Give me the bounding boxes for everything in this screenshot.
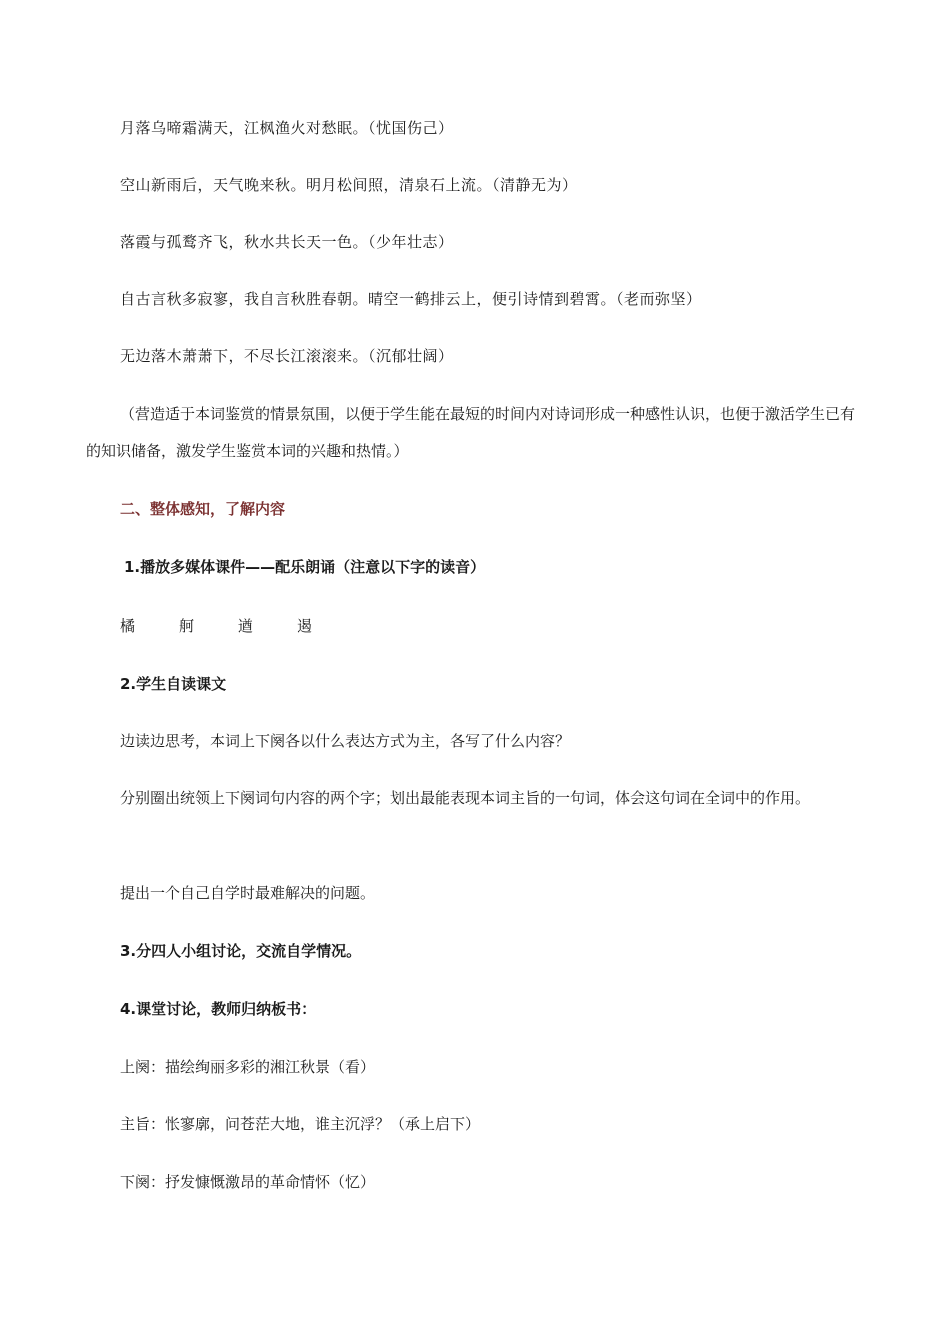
step-2-heading: 2.学生自读课文 — [120, 675, 227, 693]
question-3: 提出一个自己自学时最难解决的问题。 — [120, 884, 376, 902]
step-1-heading: 1.播放多媒体课件——配乐朗诵（注意以下字的读音） — [124, 558, 486, 576]
poem-line-4: 自古言秋多寂寥，我自言秋胜春朝。晴空一鹤排云上，便引诗情到碧霄。（老而弥坚） — [120, 290, 702, 308]
board-line-1: 上阕：描绘绚丽多彩的湘江秋景（看） — [120, 1058, 376, 1076]
character-3: 遒 — [238, 617, 254, 635]
board-line-2: 主旨：怅寥廓，问苍茫大地，谁主沉浮？（承上启下） — [120, 1115, 481, 1133]
question-2: 分别圈出统领上下阕词句内容的两个字；划出最能表现本词主旨的一句词，体会这句词在全词中的作用。 — [120, 789, 811, 807]
step-3-heading: 3.分四人小组讨论，交流自学情况。 — [120, 942, 362, 960]
section-heading: 二、整体感知，了解内容 — [120, 500, 286, 518]
poem-line-3: 落霞与孤鹜齐飞，秋水共长天一色。（少年壮志） — [120, 233, 454, 251]
step-4-heading: 4.课堂讨论，教师归纳板书： — [120, 1000, 317, 1018]
teaching-note: （营造适于本词鉴赏的情景氛围，以便于学生能在最短的时间内对诗词形成一种感性认识，也便于激活学生已有的知识储备，激发学生鉴赏本词的兴趣和热情。） — [86, 405, 856, 460]
poem-line-2: 空山新雨后，天气晚来秋。明月松间照，清泉石上流。（清静无为） — [120, 176, 578, 194]
board-line-3: 下阕：抒发慷慨激昂的革命情怀（忆） — [120, 1173, 376, 1191]
question-1: 边读边思考，本词上下阕各以什么表达方式为主，各写了什么内容？ — [120, 732, 571, 750]
character-2: 舸 — [179, 617, 195, 635]
poem-line-1: 月落乌啼霜满天，江枫渔火对愁眠。（忧国伤己） — [120, 119, 454, 137]
character-1: 橘 — [120, 617, 136, 635]
character-4: 遏 — [297, 617, 313, 635]
poem-line-5: 无边落木萧萧下，不尽长江滚滚来。（沉郁壮阔） — [120, 347, 454, 365]
pronunciation-characters — [120, 615, 356, 637]
